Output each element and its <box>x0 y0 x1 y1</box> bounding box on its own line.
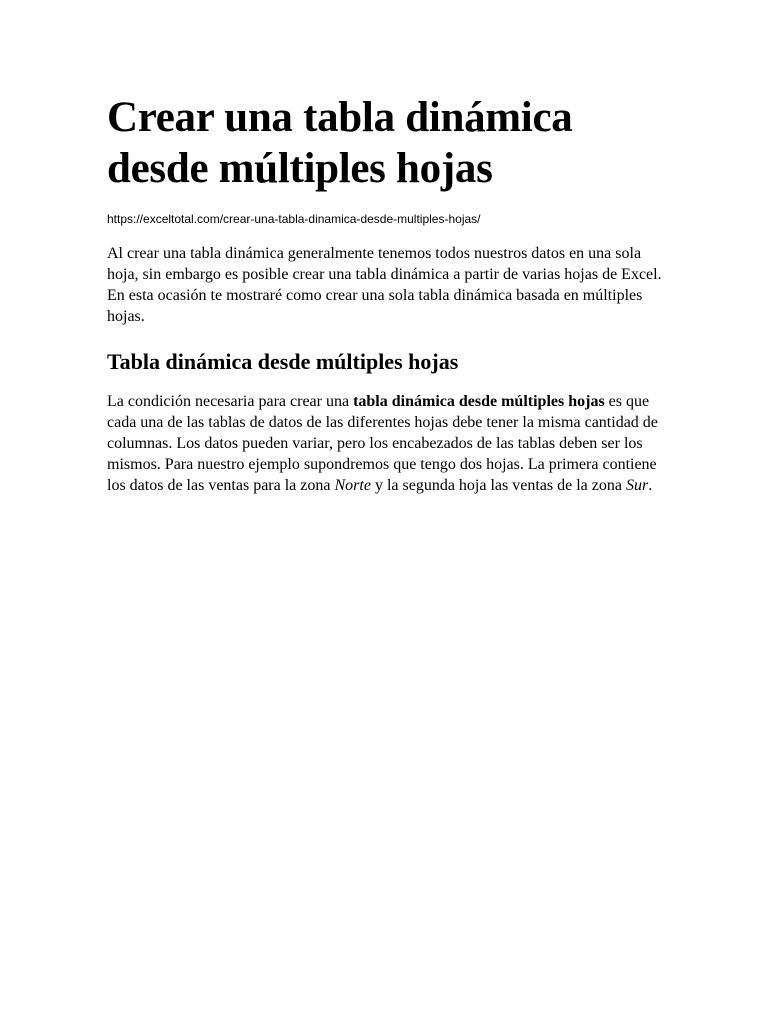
intro-paragraph: Al crear una tabla dinámica generalmente tenemos todos nuestros datos en una sola hoja, sin embargo es posible crear una tabla dinámica a partir de varias hojas de Excel. En esta ocasión te mostraré como crear una sola tabla dinámica basada en múltiples hojas. <box>107 245 662 325</box>
paragraph-text: La condición necesaria para crear una <box>107 393 354 410</box>
bold-phrase: tabla dinámica desde múltiples hojas <box>353 393 605 410</box>
paragraph-text: . <box>648 477 653 494</box>
section-heading: Tabla dinámica desde múltiples hojas <box>107 349 459 374</box>
paragraph-text: es que cada una de las tablas de datos de las diferentes hojas debe tener la misma cantidad de columnas. Los datos pueden variar, pero los encabezados de las tablas deben ser los mismos. Para nuestro ejemplo supondremos que tengo dos hojas. La primera contiene los datos de las ventas para la zona <box>107 393 658 494</box>
italic-zone-norte: Norte <box>334 477 371 494</box>
page-title: Crear una tabla dinámica desde múltiples hojas <box>107 94 573 192</box>
source-url-link[interactable]: https://exceltotal.com/crear-una-tabla-dinamica-desde-multiples-hojas/ <box>107 212 481 226</box>
italic-zone-sur: Sur <box>625 477 649 494</box>
paragraph-text: y la segunda hoja las ventas de la zona <box>370 477 626 494</box>
section-paragraph <box>107 391 667 496</box>
document-page <box>107 92 667 496</box>
